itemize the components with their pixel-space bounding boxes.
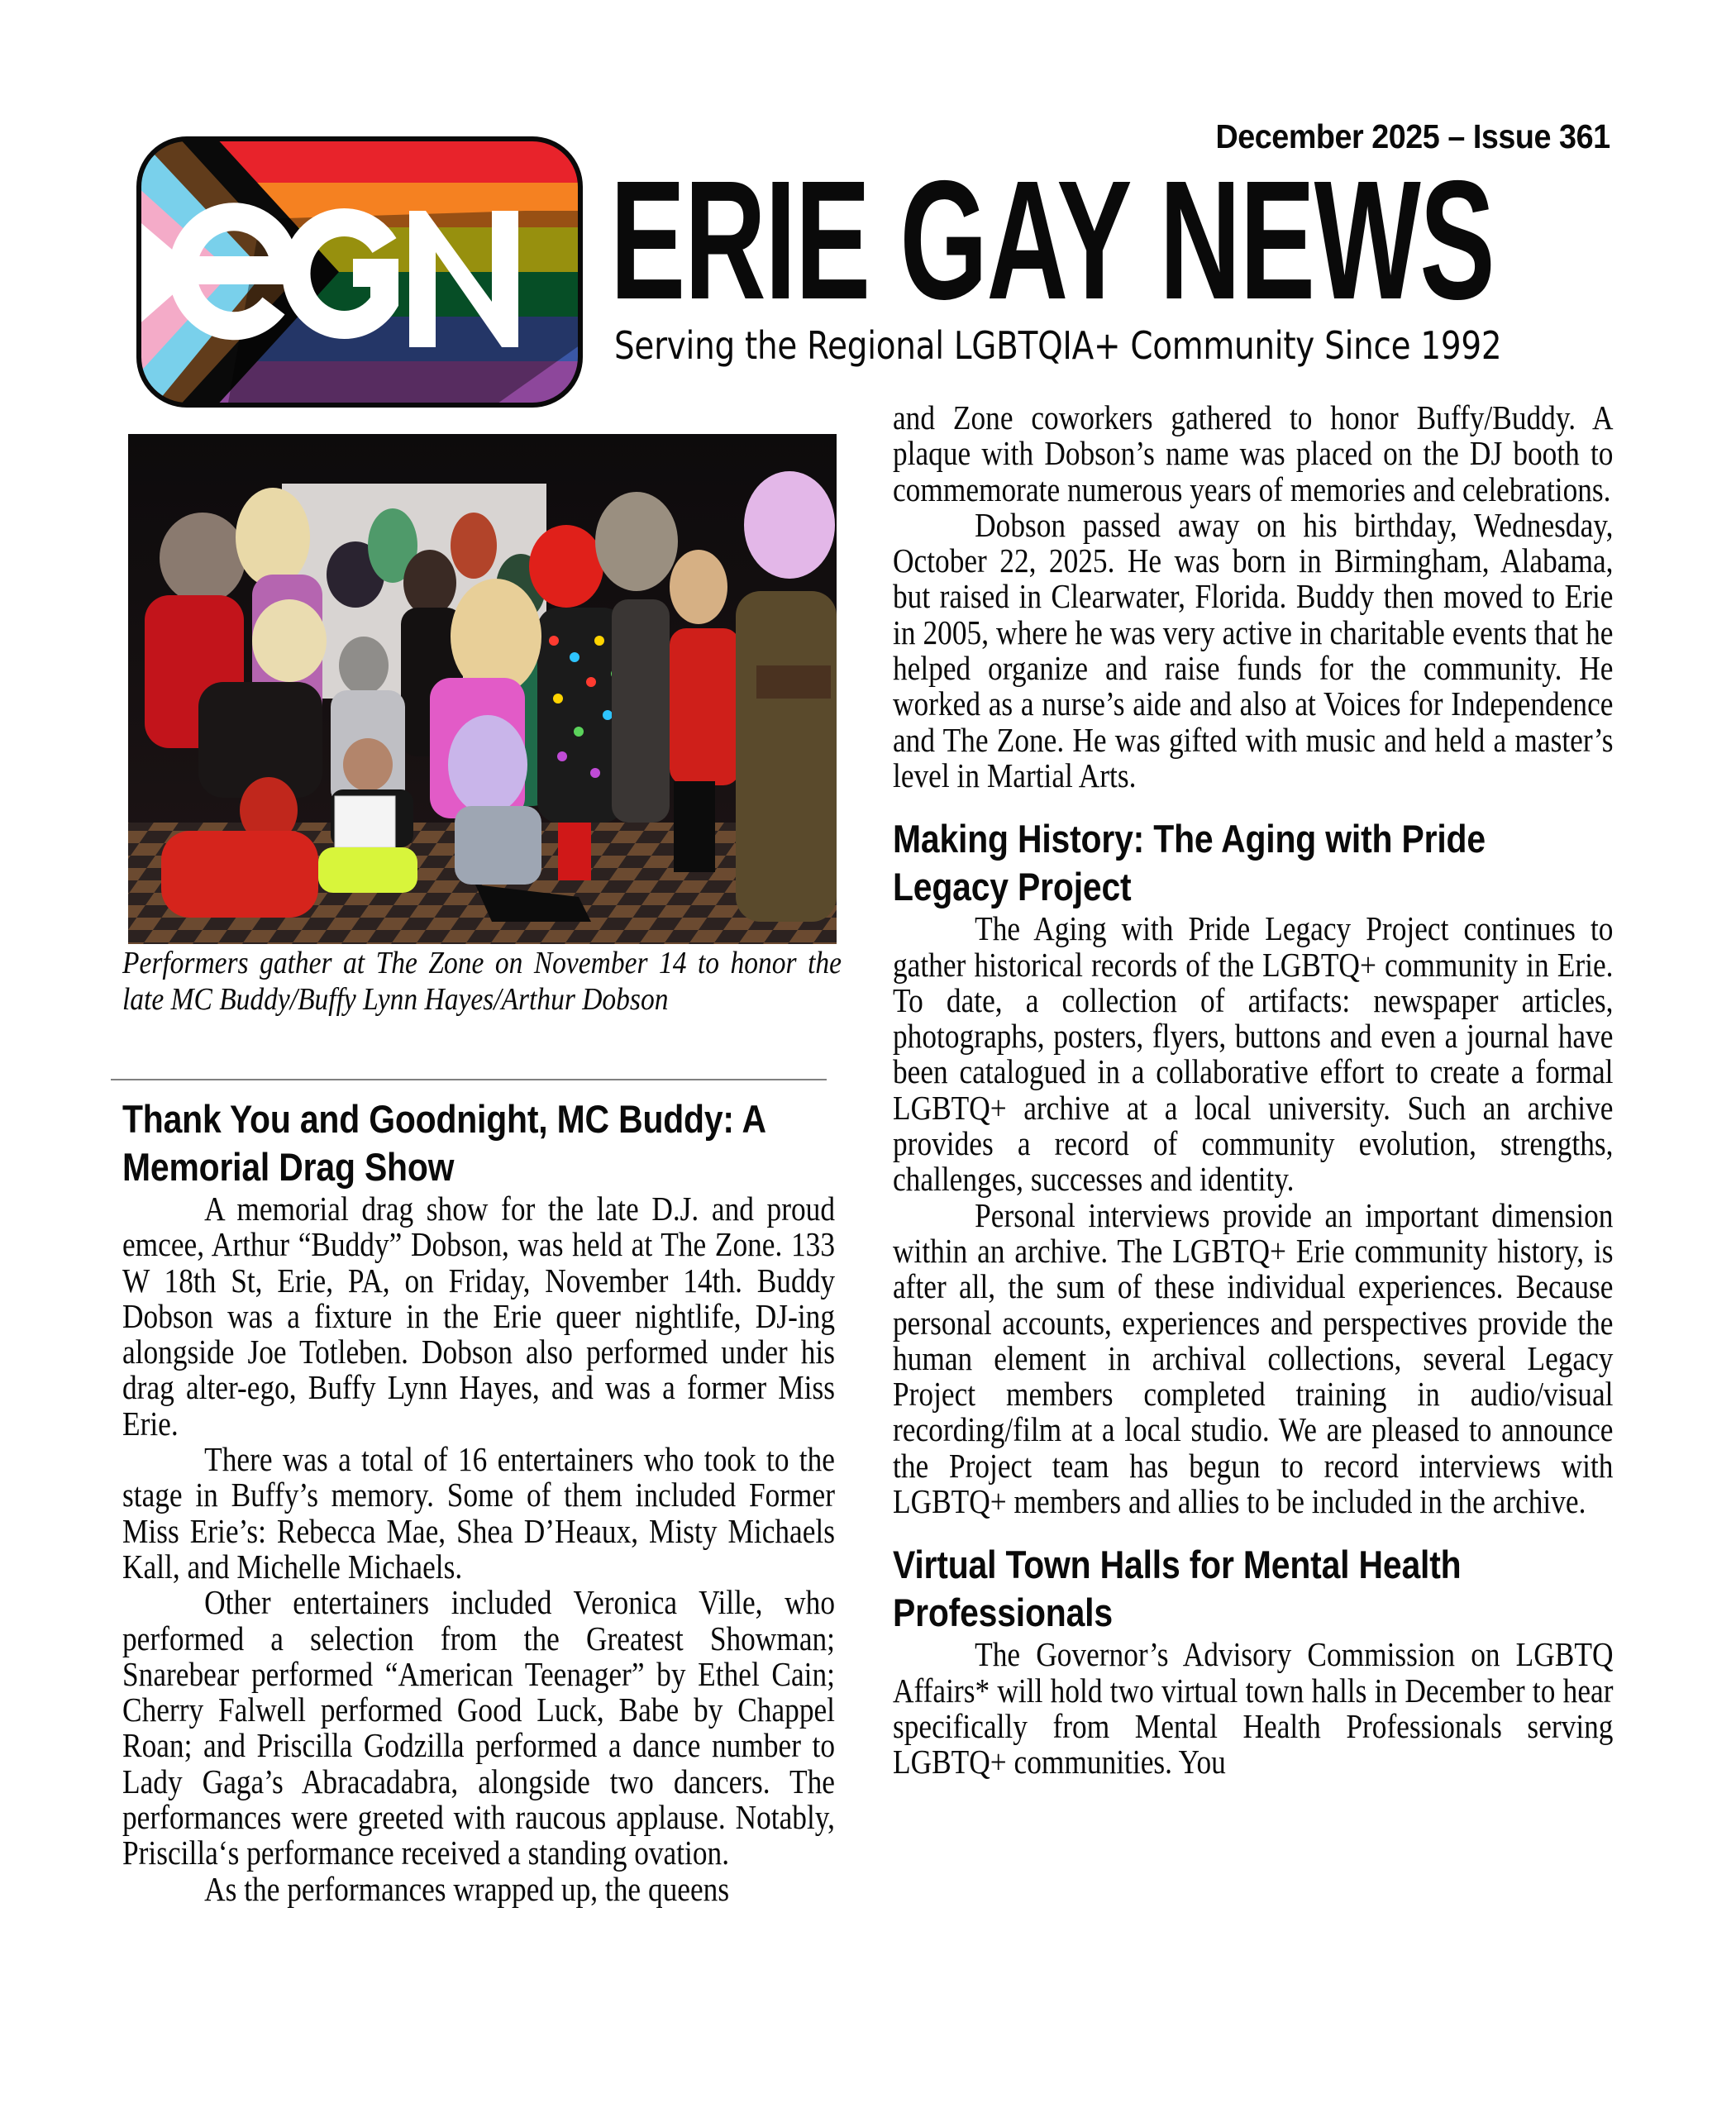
right-column: [893, 400, 1614, 1781]
egn-logo: [136, 136, 583, 408]
article-headline: Virtual Town Halls for Mental Health Professionals: [893, 1543, 1462, 1635]
issue-date: December 2025 – Issue 361: [1215, 117, 1610, 155]
newspaper-title: ERIE GAY NEWS: [610, 145, 1495, 335]
article-memorial-drag-show: [122, 1095, 835, 1907]
article-continued-body: [893, 400, 1613, 794]
group-photo: [128, 434, 837, 944]
article-body: [893, 1637, 1613, 1780]
article-paragraph: Personal interviews provide an important dimension within an archive. The LGBTQ+ Erie community history, is after all, the sum of these individual experiences. Because personal accounts, experiences and perspectives provide the human element in archival collections, several Legacy Project members completed training in audio/visual recording/film at a local studio. We are pleased to announce the Project team has begun to record interviews with LGBTQ+ members and allies to be included in the archive.: [893, 1195, 1614, 1521]
caption-divider: [111, 1079, 827, 1080]
article-paragraph: As the performances wrapped up, the queens: [204, 1869, 730, 1908]
article-legacy-project: [893, 815, 1614, 1519]
progress-pride-flag-logo-icon: [136, 136, 583, 408]
article-headline: Thank You and Goodnight, MC Buddy: A Memorial Drag Show: [122, 1097, 765, 1189]
article-paragraph: Dobson passed away on his birthday, Wednesday, October 22, 2025. He was born in Birmingham, Alabama, but raised in Clearwater, Florida. Buddy then moved to Erie in 2005, where he was very active in charitable events that he helped organize and raise funds for the community. He worked as a nurse’s aide and also at Voices for Independence and The Zone. He was gifted with music and held a master’s level in Martial Arts.: [893, 505, 1614, 794]
article-paragraph: and Zone coworkers gathered to honor Buffy/Buddy. A plaque with Dobson’s name was placed on the DJ booth to commemorate numerous years of memories and celebrations.: [893, 398, 1614, 508]
group-photo-icon: [128, 434, 837, 944]
article-paragraph: The Governor’s Advisory Commission on LGBTQ Affairs* will hold two virtual town halls in December to hear specifically from Mental Health Professionals serving LGBTQ+ communities. You: [893, 1635, 1614, 1781]
photo-caption: [122, 945, 842, 1018]
article-body: [893, 911, 1613, 1519]
article-virtual-town-halls: [893, 1541, 1614, 1780]
article-body: [122, 1191, 835, 1907]
article-headline: Making History: The Aging with Pride Legacy Project: [893, 817, 1486, 909]
article-paragraph: The Aging with Pride Legacy Project continues to gather historical records of the LGBTQ+ community in Erie. To date, a collection of artifacts: newspaper articles, photographs, posters, flyers, buttons and even a journal have been catalogued in a collaborative effort to create a formal LGBTQ+ archive at a local university. Such an archive provides a record of community evolution, strengths, challenges, successes and identity.: [893, 909, 1614, 1199]
tagline: Serving the Regional LGBTQIA+ Community Since 1992: [614, 323, 1502, 368]
photo-caption-text: Performers gather at The Zone on November 14 to honor the late MC Buddy/Buffy Lynn Hayes/Arthur Dobson: [122, 946, 842, 1017]
article-paragraph: There was a total of 16 entertainers who took to the stage in Buffy’s memory. Some of them included Former Miss Erie’s: Rebecca Mae, Shea D’Heaux, Misty Michaels Kall, and Michelle Michaels.: [122, 1440, 835, 1586]
article-paragraph: Other entertainers included Veronica Ville, who performed a selection from the Greatest Showman; Snarebear performed “American Teenager” by Ethel Cain; Cherry Falwell performed Good Luck, Babe by Chappel Roan; and Priscilla Godzilla performed a dance number to Lady Gaga’s Abracadabra, alongside two dancers. The performances were greeted with raucous applause. Notably, Priscilla‘s performance received a standing ovation.: [122, 1583, 835, 1872]
article-paragraph: A memorial drag show for the late D.J. and proud emcee, Arthur “Buddy” Dobson, was held at The Zone. 133 W 18th St, Erie, PA, on Friday, November 14th. Buddy Dobson was a fixture in the Erie queer nightlife, DJ-ing alongside Joe Totleben. Dobson also performed under his drag alter-ego, Buffy Lynn Hayes, and was a former Miss Erie.: [122, 1190, 835, 1443]
